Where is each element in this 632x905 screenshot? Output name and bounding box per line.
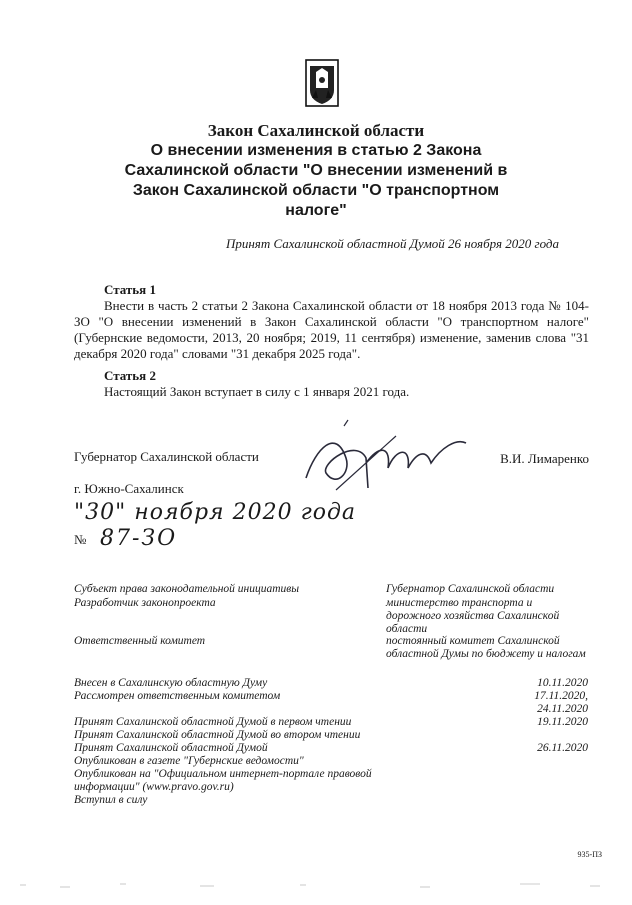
article-heading: Статья 2	[104, 368, 156, 383]
meta-row: Разработчик законопроекта министерство транспорта и дорожного хозяйства Сахалинской области	[74, 597, 560, 635]
adoption-note: Принят Сахалинской областной Думой 26 ноября 2020 года	[225, 236, 559, 251]
scan-noise	[0, 875, 632, 895]
meta-row: Рассмотрен ответственным комитетом 17.11.2020,	[74, 690, 588, 702]
law-title: Закон Сахалинской области	[207, 121, 425, 140]
coat-of-arms-icon	[304, 58, 340, 108]
handwritten-date: "30" ноября 2020 года	[74, 500, 357, 525]
meta-row: Принят Сахалинской областной Думой в первом чтении 19.11.2020	[74, 716, 588, 728]
article-text: Настоящий Закон вступает в силу с 1 января 2021 года.	[104, 384, 410, 399]
law-number-label: №	[74, 532, 87, 547]
document-code: 935-ПЗ	[577, 850, 602, 859]
handwritten-signature	[296, 418, 476, 498]
meta-row: Внесен в Сахалинскую областную Думу 10.11.2020	[74, 677, 588, 689]
legislative-history	[74, 583, 590, 807]
signatory-name: В.И. Лимаренко	[500, 451, 589, 466]
meta-row: Опубликован в газете "Губернские ведомости"	[74, 755, 304, 767]
handwritten-number: 87-ЗО	[100, 526, 178, 551]
meta-row: Принят Сахалинской областной Думой 26.11.2020	[74, 742, 588, 754]
article-text: Внести в часть 2 статьи 2 Закона Сахалинской области от 18 ноября 2013 года № 104-ЗО "О внесении изменений в Закон Сахалинской области "О транспортном налоге" (Губернские ведомости, 2013, 20 ноября; 2019, 11 сентября) изменение, заменив слова "31 декабря 2020 года" словами "31 декабря 2025 года".	[74, 298, 589, 361]
meta-row: Опубликован на "Официальном интернет-портале правовой информации" (www.pravo.gov.ru)	[74, 768, 372, 793]
meta-row: Субъект права законодательной инициативы Губернатор Сахалинской области	[74, 583, 555, 595]
article-2	[74, 368, 589, 400]
law-subtitle: О внесении изменения в статью 2 Закона Сахалинской области "О внесении изменений в Закон Сахалинской области "О транспортном налоге"	[124, 142, 508, 219]
meta-row: Вступил в силу	[74, 794, 148, 806]
signing-city: г. Южно-Сахалинск	[74, 481, 184, 496]
meta-row: 24.11.2020	[537, 703, 588, 715]
meta-row: Принят Сахалинской областной Думой во втором чтении	[74, 729, 361, 741]
signatory-position: Губернатор Сахалинской области	[74, 449, 259, 464]
article-1	[74, 282, 589, 362]
article-heading: Статья 1	[104, 282, 156, 297]
meta-row: Ответственный комитет постоянный комитет Сахалинской областной Думы по бюджету и налогам	[74, 635, 586, 660]
